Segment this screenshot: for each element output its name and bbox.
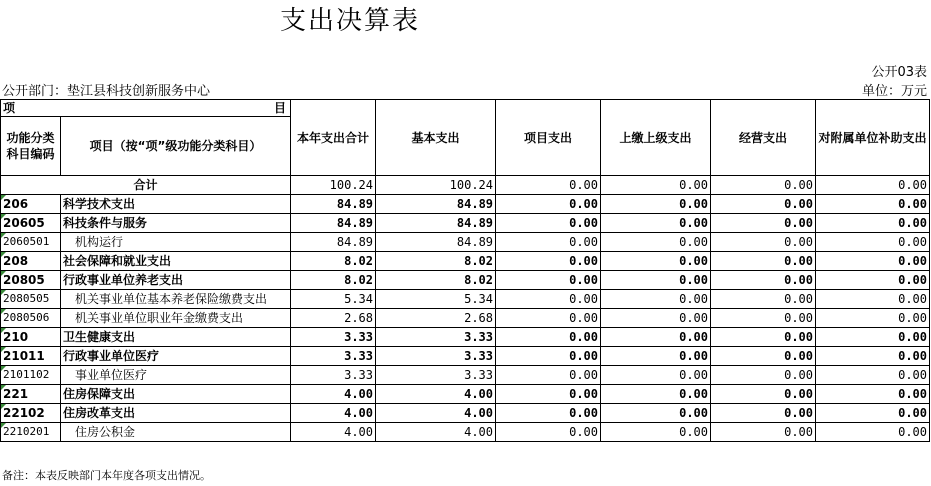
header-xiang-mu-cell: [1, 100, 291, 117]
row-value: 0.00: [816, 404, 930, 423]
table-row: [1, 309, 930, 328]
row-value: 0.00: [496, 309, 601, 328]
row-code: 2080505: [1, 290, 61, 309]
page-title: 支出决算表: [279, 6, 420, 36]
row-value: 0.00: [496, 347, 601, 366]
row-value: 4.00: [376, 423, 496, 442]
department-label: 公开部门：垫江县科技创新服务中心: [2, 84, 211, 99]
row-code: 208: [1, 252, 61, 271]
row-code: 2210201: [1, 423, 61, 442]
row-value: 4.00: [291, 404, 376, 423]
row-value: 0.00: [601, 271, 711, 290]
row-value: 0.00: [816, 233, 930, 252]
total-label: 合计: [1, 176, 291, 195]
row-value: 0.00: [816, 195, 930, 214]
row-value: 0.00: [816, 271, 930, 290]
row-value: 0.00: [816, 290, 930, 309]
row-value: 0.00: [601, 404, 711, 423]
row-value: 0.00: [711, 328, 816, 347]
row-value: 0.00: [601, 309, 711, 328]
row-value: 0.00: [816, 252, 930, 271]
row-value: 0.00: [601, 366, 711, 385]
header-item: 项目（按“项”级功能分类科目）: [61, 117, 291, 176]
row-code: 20605: [1, 214, 61, 233]
row-value: 0.00: [711, 271, 816, 290]
footnote: 备注：本表反映部门本年度各项支出情况。: [2, 469, 211, 482]
row-name: 住房保障支出: [61, 385, 291, 404]
row-value: 8.02: [376, 252, 496, 271]
header-row-xiang: [1, 100, 930, 117]
row-value: 84.89: [291, 214, 376, 233]
row-code: 21011: [1, 347, 61, 366]
row-value: 0.00: [711, 233, 816, 252]
row-value: 5.34: [376, 290, 496, 309]
row-value: 0.00: [711, 423, 816, 442]
row-value: 84.89: [376, 214, 496, 233]
total-value: 100.24: [291, 176, 376, 195]
row-name: 行政事业单位养老支出: [61, 271, 291, 290]
row-value: 0.00: [601, 328, 711, 347]
row-value: 0.00: [711, 366, 816, 385]
header-operating: 经营支出: [711, 100, 816, 176]
row-value: 0.00: [496, 233, 601, 252]
row-name: 住房改革支出: [61, 404, 291, 423]
row-value: 84.89: [376, 233, 496, 252]
total-value: 0.00: [601, 176, 711, 195]
row-value: 8.02: [291, 252, 376, 271]
row-value: 0.00: [711, 252, 816, 271]
row-name: 社会保障和就业支出: [61, 252, 291, 271]
table-row: [1, 385, 930, 404]
header-xiang: 项: [3, 101, 16, 115]
row-name: 机关事业单位职业年金缴费支出: [61, 309, 291, 328]
row-value: 0.00: [496, 404, 601, 423]
row-value: 0.00: [496, 195, 601, 214]
header-total: 本年支出合计: [291, 100, 376, 176]
expenditure-table: [0, 99, 930, 442]
table-row: [1, 195, 930, 214]
table-row: [1, 404, 930, 423]
row-value: 0.00: [496, 328, 601, 347]
row-code: 2101102: [1, 366, 61, 385]
row-value: 0.00: [496, 290, 601, 309]
row-value: 3.33: [376, 366, 496, 385]
header-project: 项目支出: [496, 100, 601, 176]
row-value: 0.00: [601, 214, 711, 233]
row-value: 84.89: [291, 195, 376, 214]
row-code: 2080506: [1, 309, 61, 328]
row-value: 0.00: [496, 214, 601, 233]
table-row: [1, 290, 930, 309]
row-name: 住房公积金: [61, 423, 291, 442]
row-value: 0.00: [711, 195, 816, 214]
row-code: 22102: [1, 404, 61, 423]
row-value: 3.33: [291, 347, 376, 366]
row-name: 科学技术支出: [61, 195, 291, 214]
row-value: 84.89: [291, 233, 376, 252]
table-row: [1, 347, 930, 366]
table-row: [1, 214, 930, 233]
row-value: 0.00: [816, 328, 930, 347]
row-name: 事业单位医疗: [61, 366, 291, 385]
row-code: 206: [1, 195, 61, 214]
row-value: 4.00: [291, 385, 376, 404]
row-value: 3.33: [376, 328, 496, 347]
table-row: [1, 233, 930, 252]
unit-label: 单位：万元: [861, 84, 927, 99]
row-value: 0.00: [711, 404, 816, 423]
total-value: 0.00: [496, 176, 601, 195]
row-code: 221: [1, 385, 61, 404]
row-value: 0.00: [601, 423, 711, 442]
row-value: 0.00: [496, 271, 601, 290]
total-row: [1, 176, 930, 195]
header-mu: 目: [274, 101, 287, 115]
row-value: 0.00: [816, 214, 930, 233]
header-upper: 上缴上级支出: [601, 100, 711, 176]
row-value: 0.00: [816, 366, 930, 385]
row-value: 0.00: [816, 309, 930, 328]
table-row: [1, 366, 930, 385]
row-value: 0.00: [816, 423, 930, 442]
row-value: 0.00: [496, 366, 601, 385]
row-value: 0.00: [496, 252, 601, 271]
row-value: 0.00: [601, 233, 711, 252]
row-value: 0.00: [711, 347, 816, 366]
row-value: 0.00: [496, 423, 601, 442]
row-value: 0.00: [601, 385, 711, 404]
row-value: 5.34: [291, 290, 376, 309]
table-row: [1, 252, 930, 271]
row-value: 0.00: [816, 347, 930, 366]
row-value: 4.00: [376, 404, 496, 423]
row-value: 3.33: [291, 328, 376, 347]
header-func-code: 功能分类科目编码: [1, 117, 61, 176]
total-value: 0.00: [816, 176, 930, 195]
header-subsidy: 对附属单位补助支出: [816, 100, 930, 176]
row-value: 4.00: [376, 385, 496, 404]
row-value: 0.00: [496, 385, 601, 404]
row-value: 0.00: [711, 385, 816, 404]
row-value: 0.00: [601, 290, 711, 309]
table-code: 公开03表: [871, 65, 927, 80]
row-value: 2.68: [376, 309, 496, 328]
total-value: 100.24: [376, 176, 496, 195]
row-name: 机构运行: [61, 233, 291, 252]
row-value: 0.00: [601, 195, 711, 214]
row-code: 210: [1, 328, 61, 347]
row-value: 3.33: [291, 366, 376, 385]
table-row: [1, 328, 930, 347]
row-value: 0.00: [816, 385, 930, 404]
row-value: 4.00: [291, 423, 376, 442]
table-row: [1, 423, 930, 442]
row-code: 2060501: [1, 233, 61, 252]
header-basic: 基本支出: [376, 100, 496, 176]
row-value: 0.00: [601, 347, 711, 366]
row-value: 0.00: [601, 252, 711, 271]
row-value: 0.00: [711, 290, 816, 309]
row-value: 0.00: [711, 214, 816, 233]
total-value: 0.00: [711, 176, 816, 195]
row-value: 8.02: [291, 271, 376, 290]
table-row: [1, 271, 930, 290]
row-value: 0.00: [711, 309, 816, 328]
row-value: 84.89: [376, 195, 496, 214]
row-value: 2.68: [291, 309, 376, 328]
row-name: 机关事业单位基本养老保险缴费支出: [61, 290, 291, 309]
row-name: 行政事业单位医疗: [61, 347, 291, 366]
row-code: 20805: [1, 271, 61, 290]
row-value: 3.33: [376, 347, 496, 366]
row-value: 8.02: [376, 271, 496, 290]
row-name: 科技条件与服务: [61, 214, 291, 233]
row-name: 卫生健康支出: [61, 328, 291, 347]
